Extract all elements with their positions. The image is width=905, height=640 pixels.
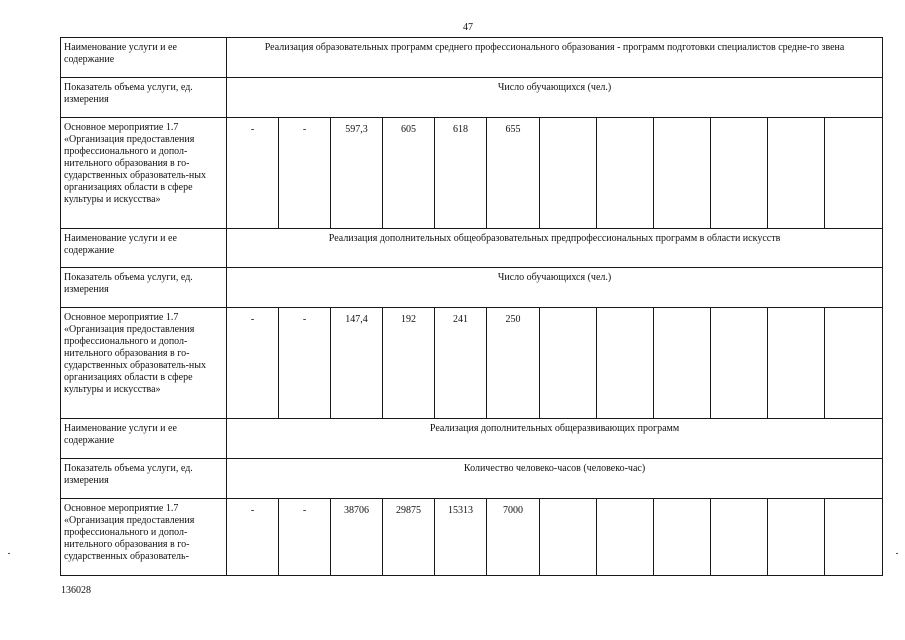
value-cell xyxy=(711,118,768,229)
indicator-label: Показатель объема услуги, ед. измерения xyxy=(61,268,227,308)
value-cell xyxy=(654,308,711,419)
measure-row xyxy=(61,308,883,419)
service-label: Наименование услуги и ее содержание xyxy=(61,229,227,268)
indicator-value: Число обучающихся (чел.) xyxy=(227,268,883,308)
document-code: 136028 xyxy=(61,585,91,596)
value-cell: - xyxy=(279,499,331,576)
value-cell: 147,4 xyxy=(331,308,383,419)
value-cell xyxy=(768,499,825,576)
service-label: Наименование услуги и ее содержание xyxy=(61,38,227,78)
value-cell: 597,3 xyxy=(331,118,383,229)
indicator-label: Показатель объема услуги, ед. измерения xyxy=(61,78,227,118)
value-cell xyxy=(711,308,768,419)
page-number: 47 xyxy=(463,22,473,33)
value-cell xyxy=(825,308,883,419)
value-cell: 618 xyxy=(435,118,487,229)
measure-label: Основное мероприятие 1.7 «Организация предоставления профессионального и допол-нительного образования в го-сударственных образователь- xyxy=(61,499,227,576)
measure-label: Основное мероприятие 1.7 «Организация предоставления профессионального и допол-нительного образования в го-сударственных образователь-ных организациях области в сфере культуры и искусства» xyxy=(61,118,227,229)
value-cell: - xyxy=(227,499,279,576)
service-name: Реализация дополнительных общеобразовательных предпрофессиональных программ в области искусств xyxy=(227,229,883,268)
value-cell xyxy=(768,308,825,419)
value-cell xyxy=(711,499,768,576)
service-name-row xyxy=(61,229,883,268)
value-cell xyxy=(768,118,825,229)
value-cell xyxy=(597,118,654,229)
value-cell: 655 xyxy=(487,118,540,229)
value-cell: 192 xyxy=(383,308,435,419)
indicator-value: Число обучающихся (чел.) xyxy=(227,78,883,118)
measure-row xyxy=(61,499,883,576)
value-cell: - xyxy=(279,118,331,229)
service-name: Реализация дополнительных общеразвивающих программ xyxy=(227,419,883,459)
value-cell xyxy=(597,308,654,419)
value-cell: 38706 xyxy=(331,499,383,576)
value-cell xyxy=(597,499,654,576)
value-cell xyxy=(540,499,597,576)
value-cell: 29875 xyxy=(383,499,435,576)
value-cell: - xyxy=(227,118,279,229)
measure-row xyxy=(61,118,883,229)
service-name: Реализация образовательных программ среднего профессионального образования - программ подготовки специалистов средне-го звена xyxy=(227,38,883,78)
indicator-row xyxy=(61,459,883,499)
value-cell: 241 xyxy=(435,308,487,419)
service-name-row xyxy=(61,38,883,78)
indicator-value: Количество человеко-часов (человеко-час) xyxy=(227,459,883,499)
value-cell xyxy=(825,118,883,229)
indicator-row xyxy=(61,268,883,308)
indicator-row xyxy=(61,78,883,118)
measure-label: Основное мероприятие 1.7 «Организация предоставления профессионального и допол-нительного образования в го-сударственных образователь-ных организациях области в сфере культуры и искусства» xyxy=(61,308,227,419)
value-cell xyxy=(825,499,883,576)
scan-mark xyxy=(896,553,898,554)
value-cell: 250 xyxy=(487,308,540,419)
value-cell xyxy=(654,499,711,576)
indicator-label: Показатель объема услуги, ед. измерения xyxy=(61,459,227,499)
value-cell xyxy=(654,118,711,229)
service-label: Наименование услуги и ее содержание xyxy=(61,419,227,459)
value-cell xyxy=(540,118,597,229)
service-name-row xyxy=(61,419,883,459)
value-cell: 605 xyxy=(383,118,435,229)
value-cell xyxy=(540,308,597,419)
value-cell: 15313 xyxy=(435,499,487,576)
value-cell: - xyxy=(227,308,279,419)
value-cell: 7000 xyxy=(487,499,540,576)
services-table xyxy=(60,37,883,576)
scan-mark xyxy=(8,553,10,554)
value-cell: - xyxy=(279,308,331,419)
